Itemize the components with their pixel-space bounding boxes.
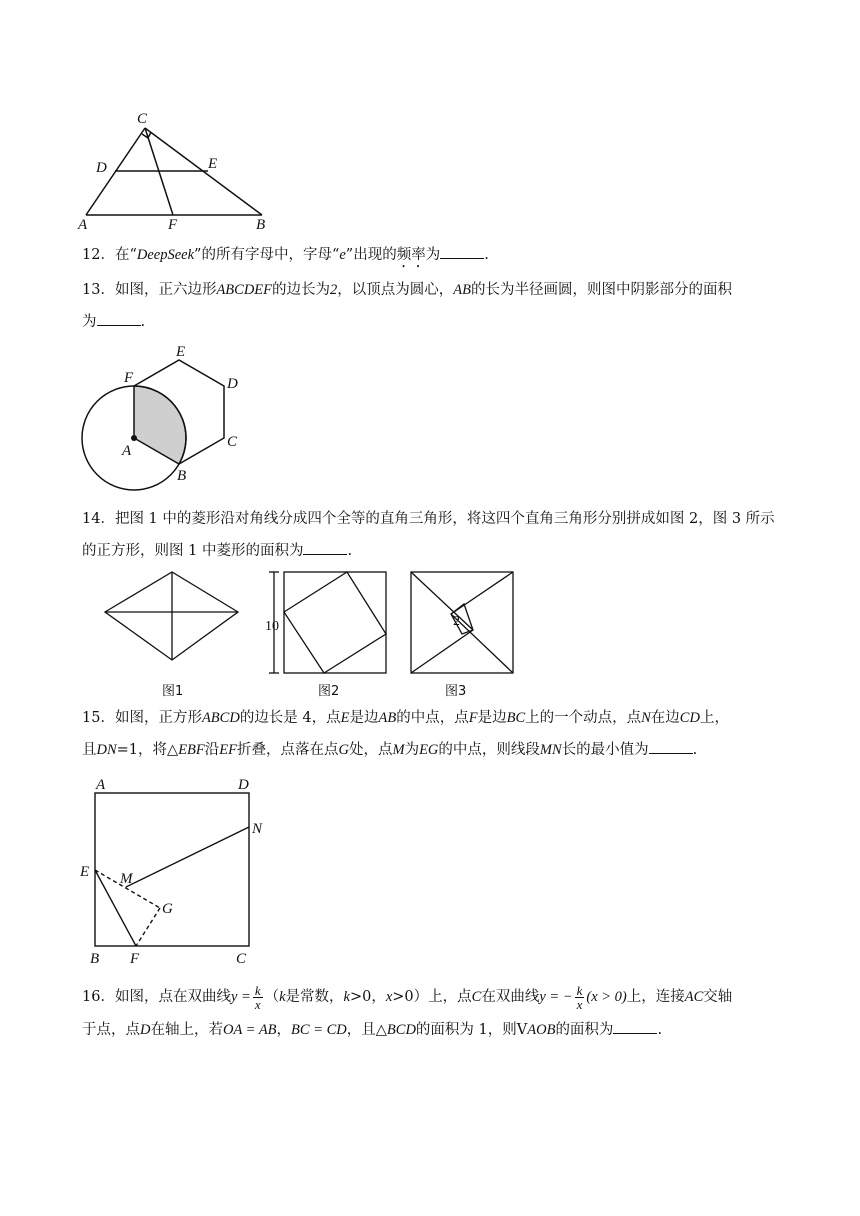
question-16: 16．如图，点在双曲线y = $\frac{k}{x}$ （k是常数，k>0，x>0）上，点C在双曲线y = − $\frac{k}{x}$ (x > 0)上，连接AC交轴 于点，点D在轴上，若OA = AB，BC = CD，且△BCD的面积为 1，则VAOB的面积为 .	[82, 982, 733, 1038]
label-M: M	[120, 871, 133, 887]
label-F: F	[130, 951, 140, 967]
dimension-2: 2	[453, 614, 460, 629]
label-B: B	[177, 468, 187, 484]
question-13: 13．如图，正六边形ABCDEF的边长为2，以顶点为圆心，AB的长为半径画圆，则图中阴影部分的面积 为 .	[82, 282, 732, 330]
label-D: D	[96, 160, 107, 176]
label-E: E	[208, 156, 218, 172]
question-14: 14．把图 1 中的菱形沿对角线分成四个全等的直角三角形，将这四个直角三角形分别拼成如图 2，图 3 所示 的正方形，则图 1 中菱形的面积为 .	[82, 511, 775, 559]
question-12: 12．在“DeepSeek”的所有字母中，字母“e”出现的频率为 .	[82, 241, 787, 271]
label-F: F	[124, 370, 134, 386]
caption-fig2: 图2	[318, 684, 340, 699]
label-A: A	[122, 443, 132, 459]
label-B: B	[90, 951, 100, 967]
label-C: C	[236, 951, 247, 967]
square-fold-figure	[76, 772, 276, 968]
fraction-k-over-x: $\frac{k}{x}$	[254, 982, 261, 1012]
answer-blank	[649, 739, 693, 754]
caption-fig1: 图1	[162, 684, 184, 699]
answer-blank	[303, 540, 347, 555]
answer-blank	[440, 244, 484, 259]
caption-fig3: 图3	[445, 684, 467, 699]
question-15: 15．如图，正方形ABCD的边长是 4，点E是边AB的中点，点F是边BC上的一个动点，点N在边CD上， 且DN=1，将△EBF沿EF折叠，点落在点G处，点M为EG的中点，则线段MN长的最小值为 .	[82, 710, 729, 758]
label-D: D	[238, 777, 249, 793]
label-A: A	[96, 777, 106, 793]
label-N: N	[252, 821, 263, 837]
fraction-neg-k-over-x: $\frac{k}{x}$	[576, 982, 583, 1012]
label-C: C	[137, 111, 148, 127]
triangle-figure	[76, 108, 276, 233]
hexagon-circle-figure	[74, 342, 254, 502]
label-B: B	[256, 217, 266, 233]
answer-blank	[613, 1019, 657, 1034]
label-A: A	[78, 217, 88, 233]
dimension-10: 10	[265, 619, 279, 634]
label-G: G	[162, 901, 173, 917]
rhombus-figures	[100, 566, 520, 702]
answer-blank	[97, 311, 141, 326]
label-E: E	[80, 864, 90, 880]
label-E: E	[176, 344, 186, 360]
label-C: C	[227, 434, 238, 450]
label-F: F	[168, 217, 178, 233]
label-D: D	[227, 376, 238, 392]
